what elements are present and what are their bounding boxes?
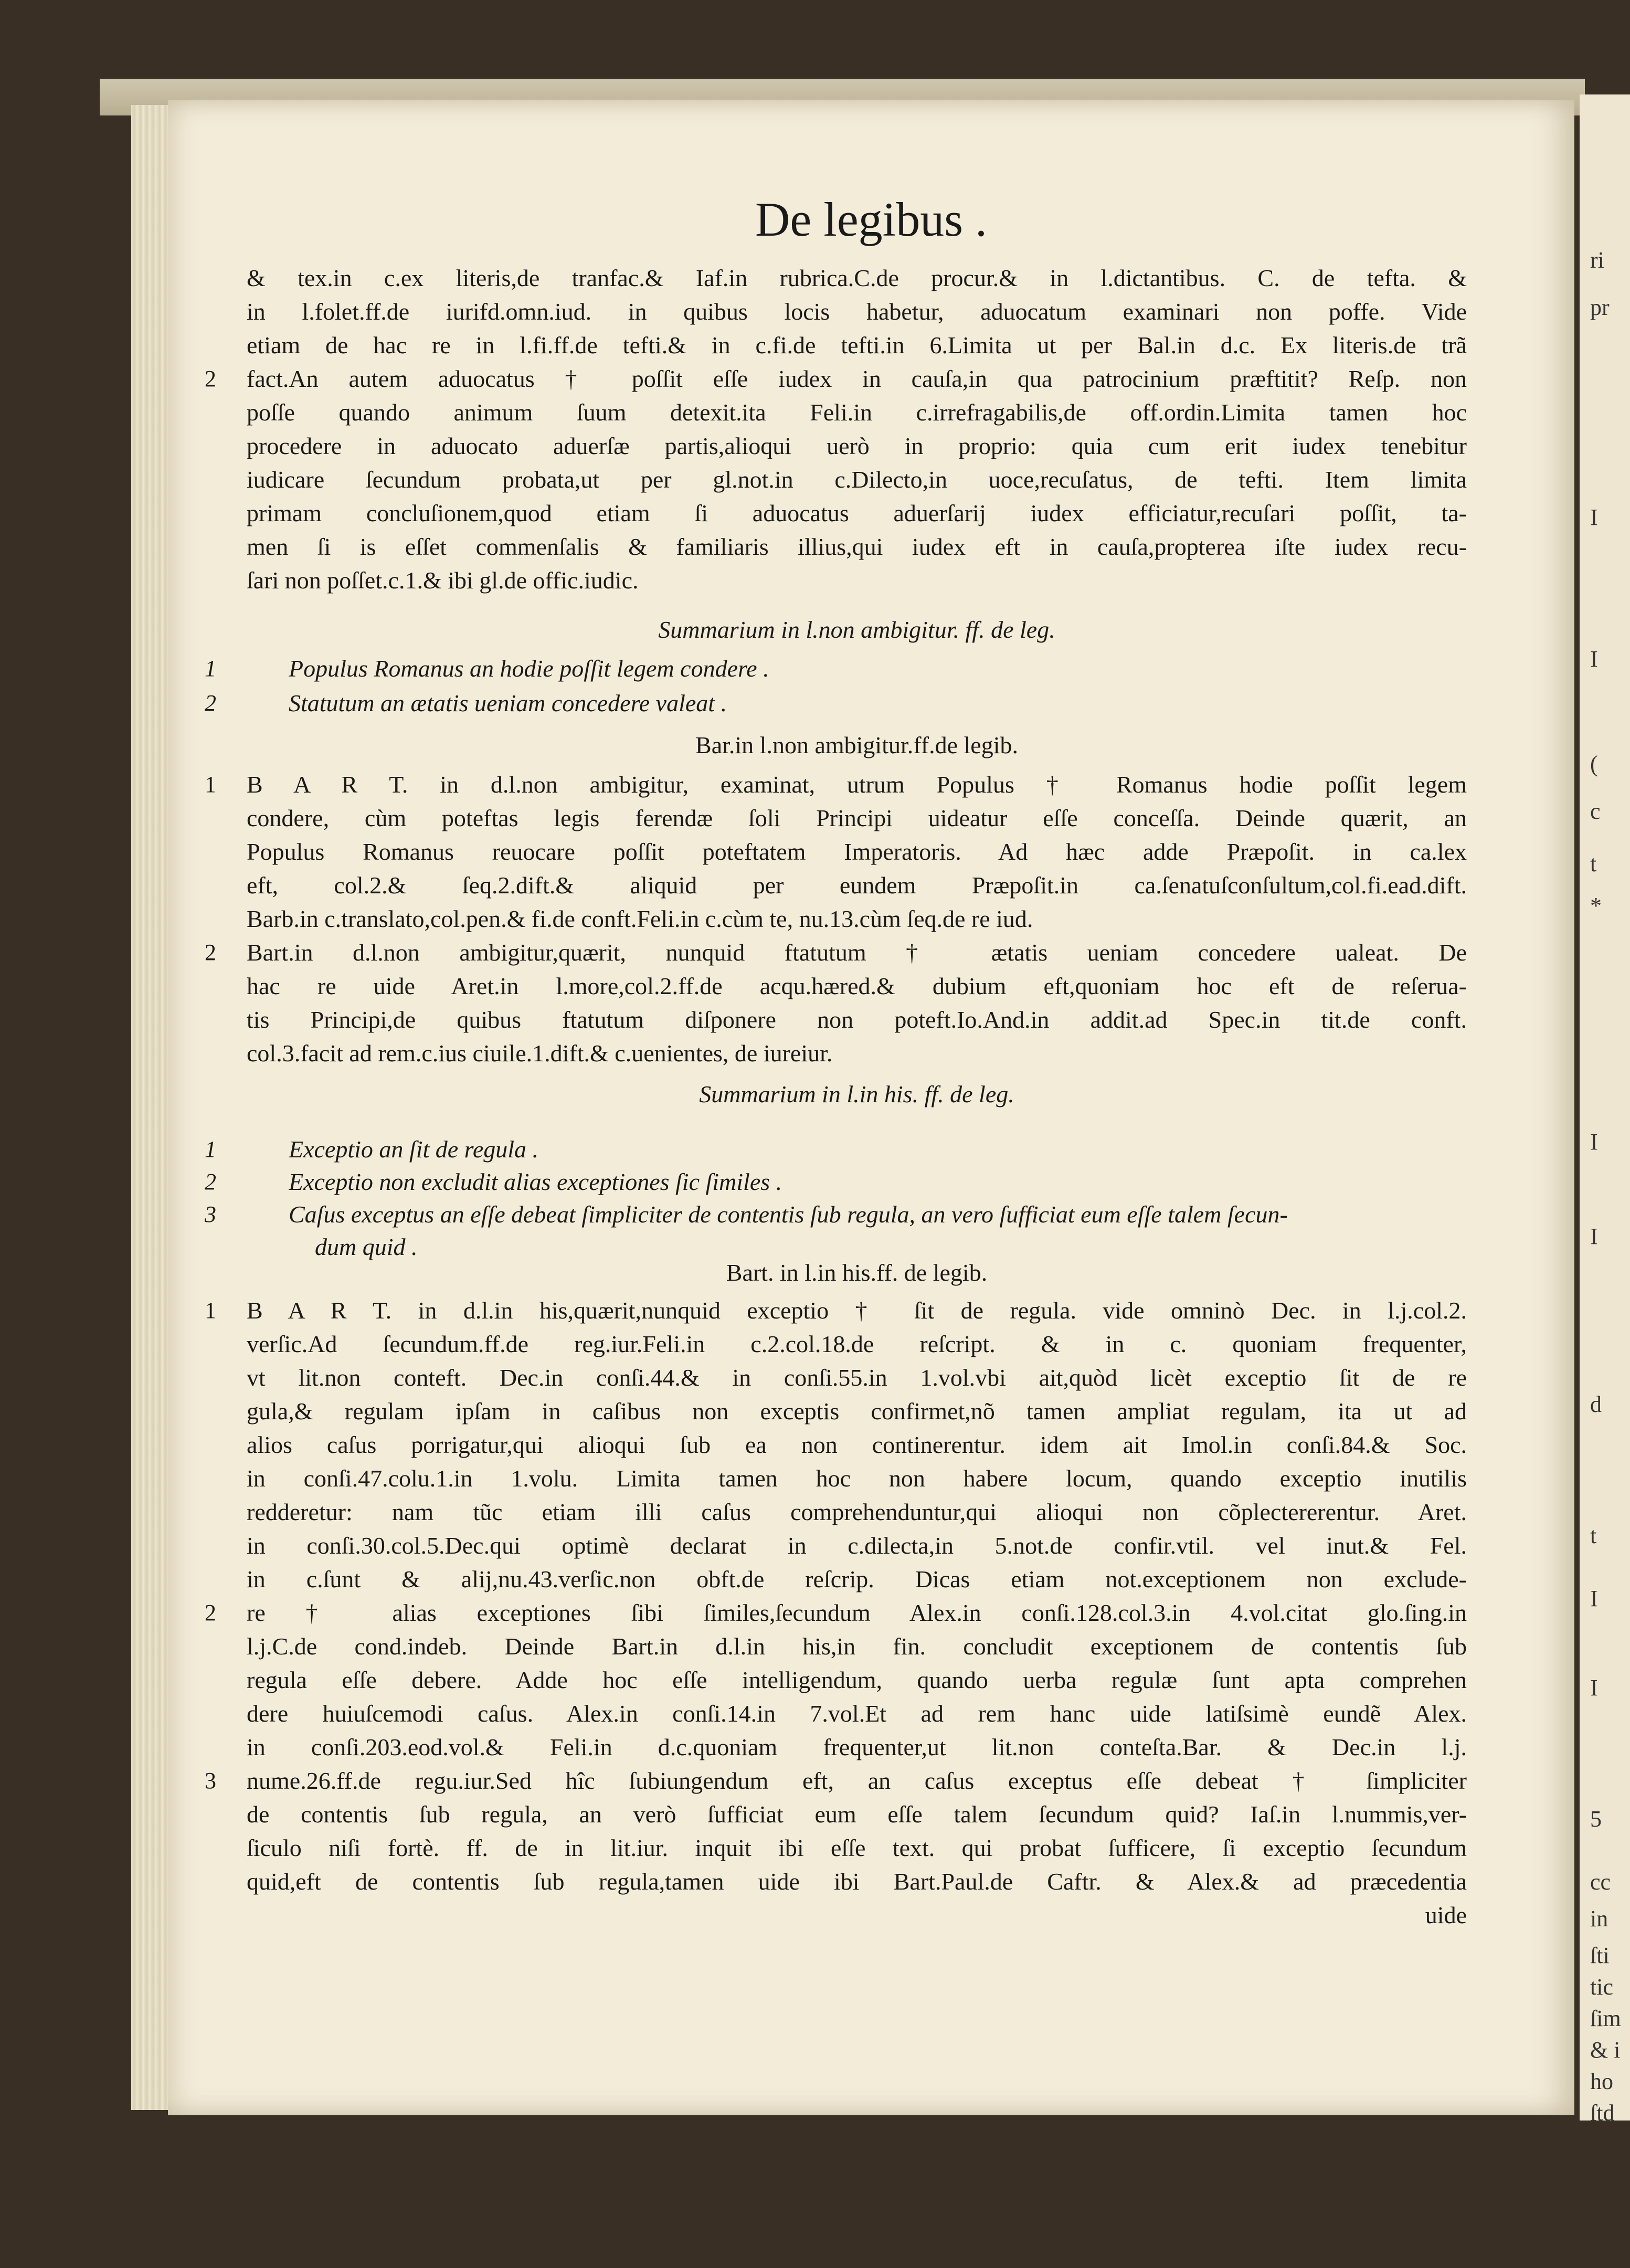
text-line: alios caſus porrigatur,qui alioqui ſub ea non continerentur. idem ait Imol.in conſi.84.& Soc. xyxy=(247,1431,1467,1458)
text-line: poſſe quando animum ſuum detexit.ita Feli.in c.irrefragabilis,de off.ordin.Limita tamen hoc xyxy=(247,399,1467,426)
text-line: l.j.C.de cond.indeb. Deinde Bart.in d.l.in his,in fin. concludit exceptionem de contentis ſub xyxy=(247,1633,1467,1660)
summary-item: Populus Romanus an hodie poſſit legem condere . xyxy=(289,655,769,682)
facing-page-glyph: ( xyxy=(1590,751,1598,777)
margin-number: 2 xyxy=(205,690,216,716)
text-line: Populus Romanus reuocare poſſit poteftatem Imperatoris. Ad hæc adde Præpoſit. in ca.lex xyxy=(247,838,1467,865)
text-line: regula eſſe debere. Adde hoc eſſe intelligendum, quando uerba regulæ ſunt apta comprehen xyxy=(247,1666,1467,1693)
section-heading: Bar.in l.non ambigitur.ff.de legib. xyxy=(695,732,1018,758)
text-line: primam concluſionem,quod etiam ſi aduocatus aduerſarij iudex efficiatur,recuſari poſſit, ta- xyxy=(247,500,1467,526)
facing-page-glyph: I xyxy=(1590,1129,1598,1155)
facing-page-glyph: I xyxy=(1590,1586,1598,1611)
text-line: de contentis ſub regula, an verò ſufficiat eum eſſe talem ſecundum quid? Iaſ.in l.nummis,ver- xyxy=(247,1801,1467,1828)
text-line: procedere in aduocato aduerſæ partis,alioqui uerò in proprio: quia cum erit iudex tenebitur xyxy=(247,432,1467,459)
facing-page-glyph: t xyxy=(1590,851,1597,877)
facing-page xyxy=(1580,94,1630,2126)
text-line: redderetur: nam tũc etiam illi caſus comprehenduntur,qui alioqui non cõplectererentur. Aret. xyxy=(247,1499,1467,1525)
facing-page-glyph: & i xyxy=(1590,2037,1621,2063)
text-line: B A R T. in d.l.non ambigitur, examinat, utrum Populus † Romanus hodie poſſit legem xyxy=(247,771,1467,798)
text-line: in conſi.203.eod.vol.& Feli.in d.c.quoniam frequenter,ut lit.non conteſta.Bar. & Dec.in l.j. xyxy=(247,1734,1467,1760)
text-line: hac re uide Aret.in l.more,col.2.ff.de acqu.hæred.& dubium eft,quoniam hoc eft de reſerua- xyxy=(247,973,1467,999)
text-line: Barb.in c.translato,col.pen.& fi.de conft.Feli.in c.cùm te, nu.13.cùm ſeq.de re iud. xyxy=(247,905,1033,932)
text-line: fact.An autem aduocatus † poſſit eſſe iudex in cauſa,in qua patrocinium præftitit? Reſp. non xyxy=(247,365,1467,392)
facing-page-glyph: tic xyxy=(1590,1974,1613,2000)
text-line: vt lit.non conteft. Dec.in conſi.44.& in conſi.55.in 1.vol.vbi ait,quòd licèt exceptio ſit de re xyxy=(247,1364,1467,1391)
facing-page-glyph: ſim xyxy=(1590,2006,1621,2031)
text-line: iudicare ſecundum probata,ut per gl.not.in c.Dilecto,in uoce,recuſatus, de tefti. Item limita xyxy=(247,466,1467,493)
text-line: in c.ſunt & alij,nu.43.verſic.non obft.de reſcrip. Dicas etiam not.exceptionem non exclude- xyxy=(247,1566,1467,1592)
summary-item: dum quid . xyxy=(315,1233,418,1260)
text-line: re † alias exceptiones ſibi ſimiles,ſecundum Alex.in conſi.128.col.3.in 4.vol.citat glo.ſing.in xyxy=(247,1599,1467,1626)
text-line: in conſi.30.col.5.Dec.qui optimè declarat in c.dilecta,in 5.not.de confir.vtil. vel inut.& Fel. xyxy=(247,1532,1467,1559)
summary-item: Statutum an ætatis ueniam concedere valeat . xyxy=(289,690,727,716)
facing-page-glyph: t xyxy=(1590,1523,1597,1548)
margin-number: 2 xyxy=(205,1600,216,1626)
facing-page-glyph: ho xyxy=(1590,2069,1613,2094)
text-line: nume.26.ff.de regu.iur.Sed hîc ſubiungendum eft, an caſus exceptus eſſe debeat † ſimpliciter xyxy=(247,1767,1467,1794)
text-line: dere huiuſcemodi caſus. Alex.in conſi.14.in 7.vol.Et ad rem hanc uide latiſsimè eundẽ Alex. xyxy=(247,1700,1467,1727)
margin-number: 1 xyxy=(205,772,216,797)
margin-number: 2 xyxy=(205,366,216,392)
facing-page-glyph: pr xyxy=(1590,294,1610,320)
margin-number: 3 xyxy=(205,1201,216,1227)
summary-item: Caſus exceptus an eſſe debeat ſimpliciter de contentis ſub regula, an vero ſufficiat eum eſſe talem ſecun- xyxy=(289,1201,1288,1228)
catchword: uide xyxy=(1425,1902,1467,1928)
text-line: etiam de hac re in l.fi.ff.de tefti.& in c.fi.de tefti.in 6.Limita ut per Bal.in d.c. Ex literis.de trã xyxy=(247,332,1467,358)
text-line: ſari non poſſet.c.1.& ibi gl.de offic.iudic. xyxy=(247,567,639,594)
margin-number: 1 xyxy=(205,656,216,681)
facing-page-glyph: c xyxy=(1590,798,1601,824)
text-line: men ſi is eſſet commenſalis & familiaris illius,qui iudex eft in cauſa,propterea iſte iudex recu- xyxy=(247,533,1467,560)
summary-item: Exceptio non excludit alias exceptiones ſic ſimiles . xyxy=(289,1168,782,1195)
facing-page-glyph: in xyxy=(1590,1906,1608,1932)
text-line: condere, cùm poteftas legis ferendæ ſoli Principi uideatur eſſe conceſſa. Deinde quærit, an xyxy=(247,805,1467,831)
text-line: in l.folet.ff.de iurifd.omn.iud. in quibus locis habetur, aduocatum examinari non poffe. Vide xyxy=(247,298,1467,325)
text-line: B A R T. in d.l.in his,quærit,nunquid exceptio † ſit de regula. vide omninò Dec. in l.j.col.2. xyxy=(247,1297,1467,1324)
summary-heading: Summarium in l.non ambigitur. ff. de leg. xyxy=(658,616,1055,643)
facing-page-glyph: I xyxy=(1590,646,1598,672)
text-line: col.3.facit ad rem.c.ius ciuile.1.dift.& c.uenientes, de iureiur. xyxy=(247,1040,833,1067)
facing-page-glyph: * xyxy=(1590,893,1602,919)
facing-page-glyph: d xyxy=(1590,1391,1602,1417)
section-heading: Bart. in l.in his.ff. de legib. xyxy=(726,1259,988,1286)
facing-page-glyph: I xyxy=(1590,1675,1598,1701)
summary-heading: Summarium in l.in his. ff. de leg. xyxy=(699,1081,1014,1107)
text-line: tis Principi,de quibus ftatutum diſponere non poteft.Io.And.in addit.ad Spec.in tit.de conft. xyxy=(247,1006,1467,1033)
text-line: & tex.in c.ex literis,de tranfac.& Iaf.in rubrica.C.de procur.& in l.dictantibus. C. de tefta. & xyxy=(247,265,1467,291)
facing-page-glyph: cc xyxy=(1590,1869,1611,1895)
facing-page-glyph: ſti xyxy=(1590,1943,1610,1968)
margin-number: 1 xyxy=(205,1297,216,1323)
facing-page-glyph: ſtd xyxy=(1590,2100,1615,2126)
margin-number: 1 xyxy=(205,1136,216,1162)
summary-item: Exceptio an ſit de regula . xyxy=(289,1136,539,1163)
text-line: quid,eft de contentis ſub regula,tamen uide ibi Bart.Paul.de Caftr. & Alex.& ad præcedentia xyxy=(247,1868,1467,1895)
text-line: ſiculo niſi fortè. ff. de in lit.iur. inquit ibi eſſe text. qui probat ſufficere, ſi exceptio ſecundum xyxy=(247,1834,1467,1861)
facing-page-glyph: I xyxy=(1590,504,1598,530)
text-line: Bart.in d.l.non ambigitur,quærit, nunquid ftatutum † ætatis ueniam concedere ualeat. De xyxy=(247,939,1467,966)
margin-number: 2 xyxy=(205,940,216,965)
text-line: gula,& regulam ipſam in caſibus non exceptis confirmet,nõ tamen ampliat regulam, ita ut ad xyxy=(247,1398,1467,1425)
facing-page-glyph: 5 xyxy=(1590,1806,1602,1832)
margin-number: 2 xyxy=(205,1169,216,1195)
margin-number: 3 xyxy=(205,1768,216,1794)
text-line: eft, col.2.& ſeq.2.dift.& aliquid per eundem Præpoſit.in ca.ſenatuſconſultum,col.fi.ead.dift. xyxy=(247,872,1467,899)
page-title: De legibus . xyxy=(755,193,988,246)
facing-page-glyph: I xyxy=(1590,1223,1598,1249)
text-line: verſic.Ad ſecundum.ff.de reg.iur.Feli.in c.2.col.18.de reſcript. & in c. quoniam frequenter, xyxy=(247,1331,1467,1357)
text-line: in conſi.47.colu.1.in 1.volu. Limita tamen hoc non habere locum, quando exceptio inutilis xyxy=(247,1465,1467,1492)
facing-page-glyph: ri xyxy=(1590,247,1604,273)
